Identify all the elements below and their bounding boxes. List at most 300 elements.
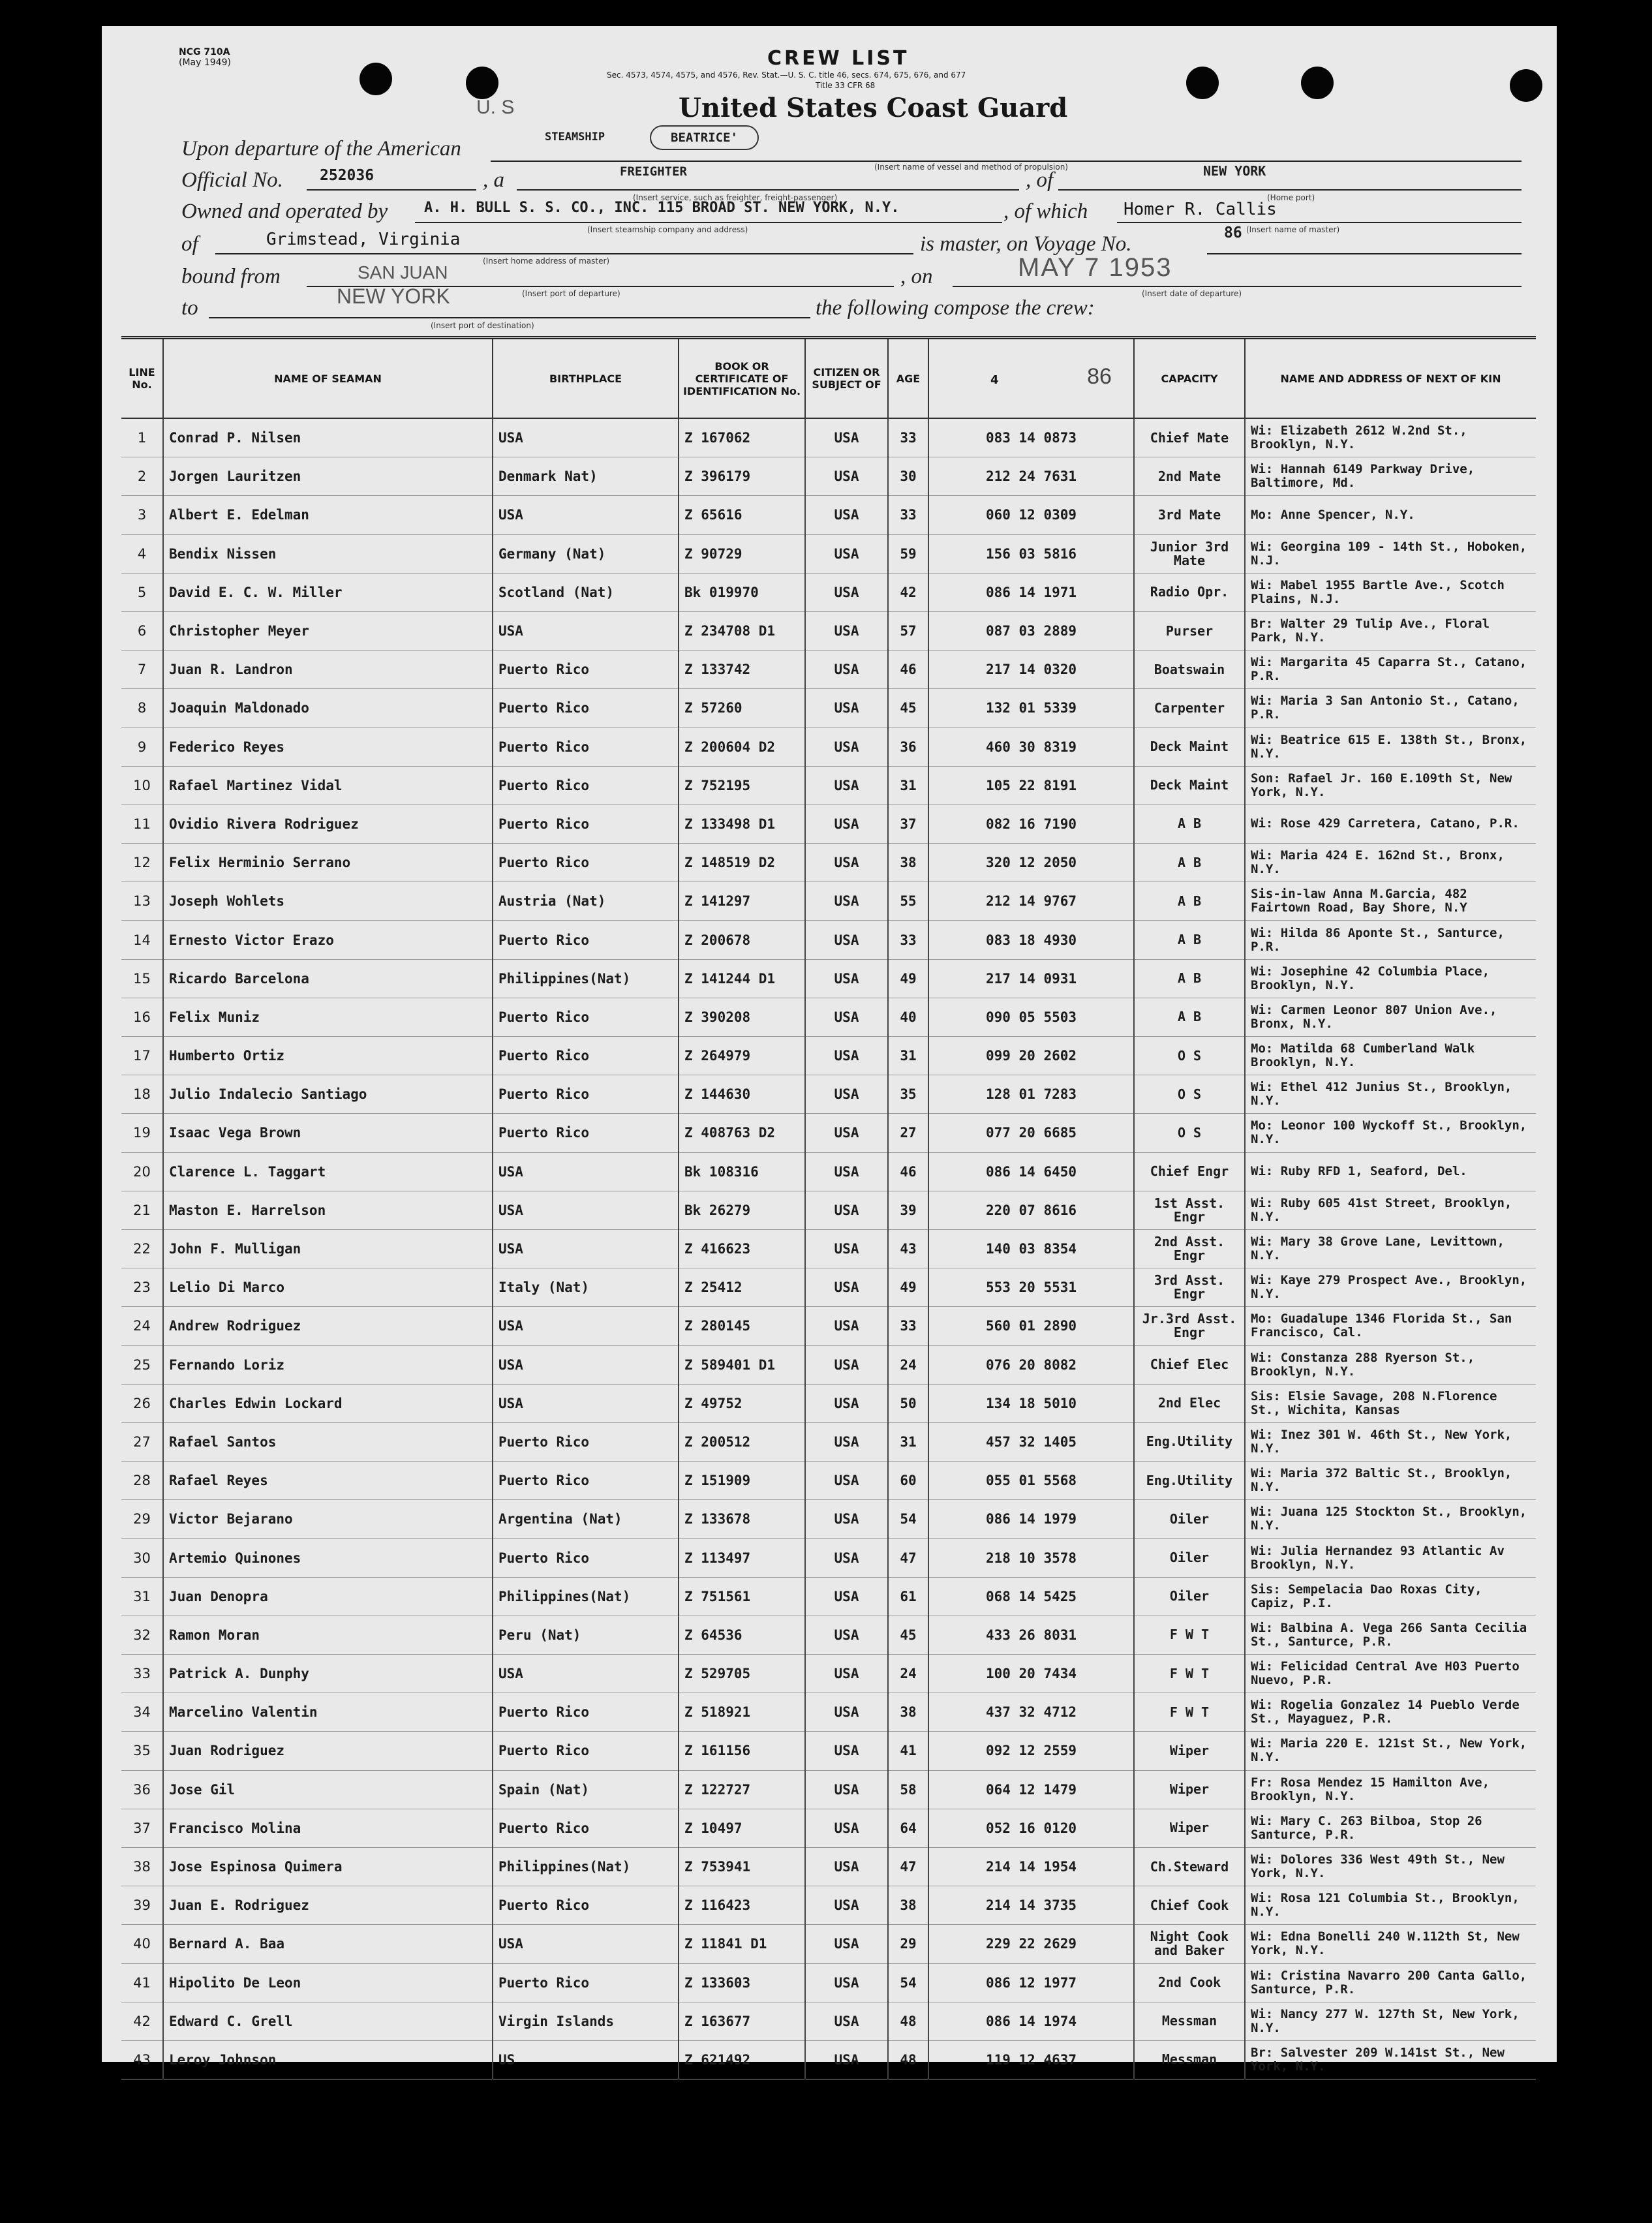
- table-row: [121, 805, 1536, 843]
- birthplace: Puerto Rico: [493, 1809, 679, 1847]
- capacity: Oiler: [1134, 1577, 1245, 1616]
- propulsion-value: STEAMSHIP: [545, 130, 605, 144]
- age: 33: [888, 496, 928, 534]
- seaman-name: Lelio Di Marco: [163, 1268, 493, 1307]
- line-number: 35: [121, 1732, 163, 1770]
- header-age: AGE: [888, 338, 928, 419]
- certificate-number: Z 141244 D1: [679, 959, 805, 998]
- label-a: , a: [483, 168, 504, 192]
- identification-number: 140 03 8354: [928, 1229, 1134, 1268]
- citizenship: USA: [805, 2040, 888, 2079]
- seaman-name: Jorgen Lauritzen: [163, 457, 493, 496]
- capacity: 3rd Asst. Engr: [1134, 1268, 1245, 1307]
- next-of-kin: Br: Salvester 209 W.141st St., New York, N.Y.: [1245, 2040, 1536, 2079]
- birthplace: Puerto Rico: [493, 689, 679, 728]
- citizenship: USA: [805, 1886, 888, 1925]
- age: 38: [888, 1693, 928, 1732]
- birthplace: Philippines(Nat): [493, 959, 679, 998]
- line: [1058, 189, 1522, 191]
- certificate-number: Z 163677: [679, 2002, 805, 2040]
- identification-number: 090 05 5503: [928, 998, 1134, 1036]
- capacity: Junior 3rd Mate: [1134, 534, 1245, 573]
- identification-number: 092 12 2559: [928, 1732, 1134, 1770]
- birthplace: Puerto Rico: [493, 766, 679, 805]
- certificate-number: Z 408763 D2: [679, 1114, 805, 1152]
- next-of-kin: Wi: Maria 424 E. 162nd St., Bronx, N.Y.: [1245, 844, 1536, 882]
- line: [415, 222, 1002, 223]
- next-of-kin: Wi: Felicidad Central Ave H03 Puerto Nuevo, P.R.: [1245, 1655, 1536, 1693]
- birthplace: Puerto Rico: [493, 921, 679, 959]
- birthplace: USA: [493, 1191, 679, 1229]
- table-row: [121, 1539, 1536, 1577]
- table-row: [121, 1500, 1536, 1539]
- form-statutes: Sec. 4573, 4574, 4575, and 4576, Rev. Stat.—U. S. C. title 46, secs. 674, 675, 676, and 677: [607, 70, 966, 80]
- agency-name: United States Coast Guard: [679, 93, 1068, 123]
- line-number: 5: [121, 573, 163, 611]
- next-of-kin: Mo: Guadalupe 1346 Florida St., San Francisco, Cal.: [1245, 1307, 1536, 1345]
- capacity: Jr.3rd Asst. Engr: [1134, 1307, 1245, 1345]
- citizenship: USA: [805, 1345, 888, 1384]
- next-of-kin: Wi: Edna Bonelli 240 W.112th St, New York, N.Y.: [1245, 1925, 1536, 1963]
- age: 35: [888, 1075, 928, 1114]
- certificate-number: Z 518921: [679, 1693, 805, 1732]
- capacity: Night Cook and Baker: [1134, 1925, 1245, 1963]
- age: 31: [888, 766, 928, 805]
- vessel-name: BEATRICE': [650, 125, 759, 150]
- line: [1207, 253, 1522, 254]
- identification-number: 060 12 0309: [928, 496, 1134, 534]
- identification-number: 068 14 5425: [928, 1577, 1134, 1616]
- caption-master-address: (Insert home address of master): [483, 256, 610, 266]
- table-row: [121, 1114, 1536, 1152]
- label-master-voyage: is master, on Voyage No.: [920, 232, 1132, 256]
- next-of-kin: Wi: Beatrice 615 E. 138th St., Bronx, N.Y.: [1245, 728, 1536, 766]
- table-header-row: [121, 338, 1536, 419]
- identification-number: 433 26 8031: [928, 1616, 1134, 1654]
- line-number: 11: [121, 805, 163, 843]
- age: 60: [888, 1462, 928, 1500]
- age: 49: [888, 959, 928, 998]
- label-to: to: [181, 296, 198, 320]
- seaman-name: Rafael Santos: [163, 1422, 493, 1461]
- citizenship: USA: [805, 1152, 888, 1191]
- next-of-kin: Wi: Hilda 86 Aponte St., Santurce, P.R.: [1245, 921, 1536, 959]
- birthplace: Puerto Rico: [493, 1693, 679, 1732]
- age: 33: [888, 418, 928, 457]
- citizenship: USA: [805, 728, 888, 766]
- age: 58: [888, 1770, 928, 1809]
- seaman-name: Juan Rodriguez: [163, 1732, 493, 1770]
- punch-hole: [1510, 69, 1542, 102]
- line-number: 18: [121, 1075, 163, 1114]
- age: 46: [888, 1152, 928, 1191]
- form-title-ref: Title 33 CFR 68: [816, 81, 876, 90]
- birthplace: Puerto Rico: [493, 1539, 679, 1577]
- line-number: 8: [121, 689, 163, 728]
- crew-table-body: [121, 418, 1536, 2079]
- handwritten-note: U. S: [476, 97, 515, 118]
- capacity: Wiper: [1134, 1809, 1245, 1847]
- citizenship: USA: [805, 1732, 888, 1770]
- birthplace: USA: [493, 1307, 679, 1345]
- line-number: 26: [121, 1384, 163, 1422]
- age: 33: [888, 1307, 928, 1345]
- header-line: LINE No.: [121, 338, 163, 419]
- certificate-number: Bk 26279: [679, 1191, 805, 1229]
- certificate-number: Z 133603: [679, 1963, 805, 2002]
- citizenship: USA: [805, 1037, 888, 1075]
- birthplace: Puerto Rico: [493, 998, 679, 1036]
- certificate-number: Z 49752: [679, 1384, 805, 1422]
- capacity: A B: [1134, 998, 1245, 1036]
- next-of-kin: Sis: Elsie Savage, 208 N.Florence St., Wichita, Kansas: [1245, 1384, 1536, 1422]
- line-number: 39: [121, 1886, 163, 1925]
- table-row: [121, 1693, 1536, 1732]
- capacity: 2nd Cook: [1134, 1963, 1245, 2002]
- from-port-value: SAN JUAN: [358, 262, 448, 283]
- citizenship: USA: [805, 1925, 888, 1963]
- caption-vessel: (Insert name of vessel and method of propulsion): [874, 162, 1068, 172]
- capacity: Chief Mate: [1134, 418, 1245, 457]
- line-number: 21: [121, 1191, 163, 1229]
- birthplace: Puerto Rico: [493, 1732, 679, 1770]
- line-number: 32: [121, 1616, 163, 1654]
- age: 36: [888, 728, 928, 766]
- line-number: 1: [121, 418, 163, 457]
- line-number: 17: [121, 1037, 163, 1075]
- table-row: [121, 1847, 1536, 1886]
- seaman-name: Patrick A. Dunphy: [163, 1655, 493, 1693]
- age: 24: [888, 1345, 928, 1384]
- capacity: 2nd Mate: [1134, 457, 1245, 496]
- table-row: [121, 959, 1536, 998]
- line-number: 7: [121, 651, 163, 689]
- seaman-name: Leroy Johnson: [163, 2040, 493, 2079]
- certificate-number: Z 621492: [679, 2040, 805, 2079]
- capacity: Eng.Utility: [1134, 1422, 1245, 1461]
- certificate-number: Z 752195: [679, 766, 805, 805]
- next-of-kin: Wi: Juana 125 Stockton St., Brooklyn, N.Y.: [1245, 1500, 1536, 1539]
- citizenship: USA: [805, 2002, 888, 2040]
- seaman-name: Isaac Vega Brown: [163, 1114, 493, 1152]
- birthplace: Puerto Rico: [493, 1886, 679, 1925]
- capacity: Chief Elec: [1134, 1345, 1245, 1384]
- capacity: O S: [1134, 1114, 1245, 1152]
- table-row: [121, 1925, 1536, 1963]
- seaman-name: Andrew Rodriguez: [163, 1307, 493, 1345]
- capacity: Oiler: [1134, 1539, 1245, 1577]
- age: 38: [888, 844, 928, 882]
- capacity: Ch.Steward: [1134, 1847, 1245, 1886]
- birthplace: Spain (Nat): [493, 1770, 679, 1809]
- seaman-name: Marcelino Valentin: [163, 1693, 493, 1732]
- table-row: [121, 1075, 1536, 1114]
- seaman-name: Bendix Nissen: [163, 534, 493, 573]
- citizenship: USA: [805, 1770, 888, 1809]
- caption-departure-port: (Insert port of departure): [522, 289, 620, 298]
- seaman-name: Ernesto Victor Erazo: [163, 921, 493, 959]
- birthplace: Italy (Nat): [493, 1268, 679, 1307]
- label-on: , on: [900, 265, 933, 288]
- master-address-value: Grimstead, Virginia: [266, 230, 461, 249]
- citizenship: USA: [805, 1616, 888, 1654]
- form-date: (May 1949): [179, 57, 231, 68]
- caption-departure-date: (Insert date of departure): [1142, 289, 1242, 298]
- line: [209, 317, 810, 318]
- next-of-kin: Wi: Ruby 605 41st Street, Brooklyn, N.Y.: [1245, 1191, 1536, 1229]
- identification-number: 134 18 5010: [928, 1384, 1134, 1422]
- capacity: Chief Engr: [1134, 1152, 1245, 1191]
- line-number: 15: [121, 959, 163, 998]
- identification-number: 214 14 1954: [928, 1847, 1134, 1886]
- line: [491, 161, 1522, 162]
- header-extra-mark: 4: [990, 373, 999, 387]
- birthplace: Puerto Rico: [493, 728, 679, 766]
- line-number: 20: [121, 1152, 163, 1191]
- citizenship: USA: [805, 611, 888, 650]
- certificate-number: Z 25412: [679, 1268, 805, 1307]
- table-row: [121, 1345, 1536, 1384]
- next-of-kin: Wi: Mary C. 263 Bilboa, Stop 26 Santurce, P.R.: [1245, 1809, 1536, 1847]
- age: 50: [888, 1384, 928, 1422]
- next-of-kin: Wi: Hannah 6149 Parkway Drive, Baltimore, Md.: [1245, 457, 1536, 496]
- seaman-name: Juan Denopra: [163, 1577, 493, 1616]
- identification-number: 217 14 0320: [928, 651, 1134, 689]
- line-number: 10: [121, 766, 163, 805]
- next-of-kin: Wi: Rose 429 Carretera, Catano, P.R.: [1245, 805, 1536, 843]
- birthplace: US: [493, 2040, 679, 2079]
- caption-home-port: (Home port): [1267, 193, 1315, 202]
- next-of-kin: Br: Walter 29 Tulip Ave., Floral Park, N.Y.: [1245, 611, 1536, 650]
- caption-master: (Insert name of master): [1246, 225, 1340, 234]
- line-number: 24: [121, 1307, 163, 1345]
- identification-number: 128 01 7283: [928, 1075, 1134, 1114]
- age: 27: [888, 1114, 928, 1152]
- table-row: [121, 496, 1536, 534]
- certificate-number: Z 390208: [679, 998, 805, 1036]
- identification-number: 086 14 1974: [928, 2002, 1134, 2040]
- certificate-number: Z 64536: [679, 1616, 805, 1654]
- line-number: 34: [121, 1693, 163, 1732]
- seaman-name: Edward C. Grell: [163, 2002, 493, 2040]
- next-of-kin: Wi: Cristina Navarro 200 Canta Gallo, Santurce, P.R.: [1245, 1963, 1536, 2002]
- next-of-kin: Wi: Maria 372 Baltic St., Brooklyn, N.Y.: [1245, 1462, 1536, 1500]
- table-row: [121, 1963, 1536, 2002]
- identification-number: 132 01 5339: [928, 689, 1134, 728]
- line: [215, 253, 913, 254]
- birthplace: USA: [493, 1925, 679, 1963]
- certificate-number: Z 90729: [679, 534, 805, 573]
- line-number: 16: [121, 998, 163, 1036]
- identification-number: 105 22 8191: [928, 766, 1134, 805]
- punch-hole: [1301, 67, 1334, 99]
- next-of-kin: Wi: Constanza 288 Ryerson St., Brooklyn, N.Y.: [1245, 1345, 1536, 1384]
- age: 61: [888, 1577, 928, 1616]
- certificate-number: Z 113497: [679, 1539, 805, 1577]
- birthplace: USA: [493, 496, 679, 534]
- birthplace: USA: [493, 1655, 679, 1693]
- line-number: 2: [121, 457, 163, 496]
- identification-number: 052 16 0120: [928, 1809, 1134, 1847]
- birthplace: Puerto Rico: [493, 1462, 679, 1500]
- identification-number: 553 20 5531: [928, 1268, 1134, 1307]
- table-row: [121, 1037, 1536, 1075]
- seaman-name: Felix Herminio Serrano: [163, 844, 493, 882]
- certificate-number: Z 200604 D2: [679, 728, 805, 766]
- table-row: [121, 2040, 1536, 2079]
- identification-number: 156 03 5816: [928, 534, 1134, 573]
- identification-number: 076 20 8082: [928, 1345, 1134, 1384]
- line-number: 37: [121, 1809, 163, 1847]
- identification-number: 212 24 7631: [928, 457, 1134, 496]
- age: 64: [888, 1809, 928, 1847]
- line-number: 28: [121, 1462, 163, 1500]
- age: 59: [888, 534, 928, 573]
- table-row: [121, 573, 1536, 611]
- age: 29: [888, 1925, 928, 1963]
- table-row: [121, 1886, 1536, 1925]
- label-of-which: , of which: [1003, 200, 1088, 223]
- certificate-number: Z 133678: [679, 1500, 805, 1539]
- master-value: Homer R. Callis: [1124, 200, 1277, 219]
- citizenship: USA: [805, 1693, 888, 1732]
- next-of-kin: Wi: Rosa 121 Columbia St., Brooklyn, N.Y.: [1245, 1886, 1536, 1925]
- age: 45: [888, 689, 928, 728]
- line-number: 38: [121, 1847, 163, 1886]
- age: 31: [888, 1037, 928, 1075]
- table-row: [121, 2002, 1536, 2040]
- certificate-number: Z 148519 D2: [679, 844, 805, 882]
- identification-number: 086 12 1977: [928, 1963, 1134, 2002]
- citizenship: USA: [805, 573, 888, 611]
- table-row: [121, 1384, 1536, 1422]
- table-row: [121, 1732, 1536, 1770]
- header-book: BOOK OR CERTIFICATE OF IDENTIFICATION No.: [679, 338, 805, 419]
- line-number: 36: [121, 1770, 163, 1809]
- birthplace: Philippines(Nat): [493, 1847, 679, 1886]
- next-of-kin: Fr: Rosa Mendez 15 Hamilton Ave, Brooklyn, N.Y.: [1245, 1770, 1536, 1809]
- birthplace: Puerto Rico: [493, 844, 679, 882]
- birthplace: Puerto Rico: [493, 805, 679, 843]
- certificate-number: Z 133498 D1: [679, 805, 805, 843]
- seaman-name: Rafael Martinez Vidal: [163, 766, 493, 805]
- seaman-name: Hipolito De Leon: [163, 1963, 493, 2002]
- seaman-name: Juan R. Landron: [163, 651, 493, 689]
- caption-service: (Insert service, such as freighter, freight-passenger): [633, 193, 838, 202]
- seaman-name: Francisco Molina: [163, 1809, 493, 1847]
- capacity: Messman: [1134, 2002, 1245, 2040]
- label-of-2: of: [181, 232, 198, 256]
- capacity: Radio Opr.: [1134, 573, 1245, 611]
- identification-number: 055 01 5568: [928, 1462, 1134, 1500]
- next-of-kin: Wi: Kaye 279 Prospect Ave., Brooklyn, N.Y.: [1245, 1268, 1536, 1307]
- identification-number: 100 20 7434: [928, 1655, 1134, 1693]
- line-number: 4: [121, 534, 163, 573]
- certificate-number: Z 57260: [679, 689, 805, 728]
- next-of-kin: Wi: Josephine 42 Columbia Place, Brooklyn, N.Y.: [1245, 959, 1536, 998]
- table-row: [121, 1191, 1536, 1229]
- identification-number: 212 14 9767: [928, 882, 1134, 921]
- certificate-number: Z 529705: [679, 1655, 805, 1693]
- line-number: 33: [121, 1655, 163, 1693]
- seaman-name: Juan E. Rodriguez: [163, 1886, 493, 1925]
- capacity: Oiler: [1134, 1500, 1245, 1539]
- certificate-number: Z 10497: [679, 1809, 805, 1847]
- next-of-kin: Wi: Dolores 336 West 49th St., New York, N.Y.: [1245, 1847, 1536, 1886]
- citizenship: USA: [805, 418, 888, 457]
- line: [1117, 222, 1522, 223]
- seaman-name: Bernard A. Baa: [163, 1925, 493, 1963]
- seaman-name: Julio Indalecio Santiago: [163, 1075, 493, 1114]
- seaman-name: Ricardo Barcelona: [163, 959, 493, 998]
- age: 55: [888, 882, 928, 921]
- citizenship: USA: [805, 1539, 888, 1577]
- form-code: NCG 710A: [179, 47, 230, 57]
- table-row: [121, 534, 1536, 573]
- caption-company: (Insert steamship company and address): [587, 225, 748, 234]
- identification-number: 560 01 2890: [928, 1307, 1134, 1345]
- seaman-name: Albert E. Edelman: [163, 496, 493, 534]
- certificate-number: Z 396179: [679, 457, 805, 496]
- seaman-name: Fernando Loriz: [163, 1345, 493, 1384]
- identification-number: 217 14 0931: [928, 959, 1134, 998]
- birthplace: Philippines(Nat): [493, 1577, 679, 1616]
- birthplace: Austria (Nat): [493, 882, 679, 921]
- official-no-value: 252036: [320, 167, 375, 184]
- header-citizen: CITIZEN OR SUBJECT OF: [805, 338, 888, 419]
- birthplace: Germany (Nat): [493, 534, 679, 573]
- seaman-name: Victor Bejarano: [163, 1500, 493, 1539]
- birthplace: Puerto Rico: [493, 1075, 679, 1114]
- label-of: , of: [1026, 168, 1054, 192]
- line-number: 43: [121, 2040, 163, 2079]
- header-name: NAME OF SEAMAN: [163, 338, 493, 419]
- seaman-name: Christopher Meyer: [163, 611, 493, 650]
- age: 48: [888, 2040, 928, 2079]
- citizenship: USA: [805, 1191, 888, 1229]
- seaman-name: Conrad P. Nilsen: [163, 418, 493, 457]
- table-row: [121, 1152, 1536, 1191]
- punch-hole: [1186, 67, 1219, 99]
- label-compose: the following compose the crew:: [816, 296, 1095, 320]
- capacity: Purser: [1134, 611, 1245, 650]
- departure-date-value: MAY 7 1953: [1018, 253, 1172, 282]
- birthplace: Virgin Islands: [493, 2002, 679, 2040]
- age: 48: [888, 2002, 928, 2040]
- next-of-kin: Wi: Mary 38 Grove Lane, Levittown, N.Y.: [1245, 1229, 1536, 1268]
- line: [307, 189, 476, 191]
- table-row: [121, 1268, 1536, 1307]
- certificate-number: Z 167062: [679, 418, 805, 457]
- table-row: [121, 998, 1536, 1036]
- age: 30: [888, 457, 928, 496]
- identification-number: 099 20 2602: [928, 1037, 1134, 1075]
- table-row: [121, 651, 1536, 689]
- capacity: O S: [1134, 1075, 1245, 1114]
- capacity: Deck Maint: [1134, 766, 1245, 805]
- line-number: 6: [121, 611, 163, 650]
- age: 47: [888, 1847, 928, 1886]
- line-number: 13: [121, 882, 163, 921]
- citizenship: USA: [805, 1307, 888, 1345]
- identification-number: 086 14 6450: [928, 1152, 1134, 1191]
- header-birthplace: BIRTHPLACE: [493, 338, 679, 419]
- identification-number: 086 14 1979: [928, 1500, 1134, 1539]
- punch-hole: [466, 67, 498, 99]
- age: 43: [888, 1229, 928, 1268]
- table-row: [121, 1809, 1536, 1847]
- citizenship: USA: [805, 766, 888, 805]
